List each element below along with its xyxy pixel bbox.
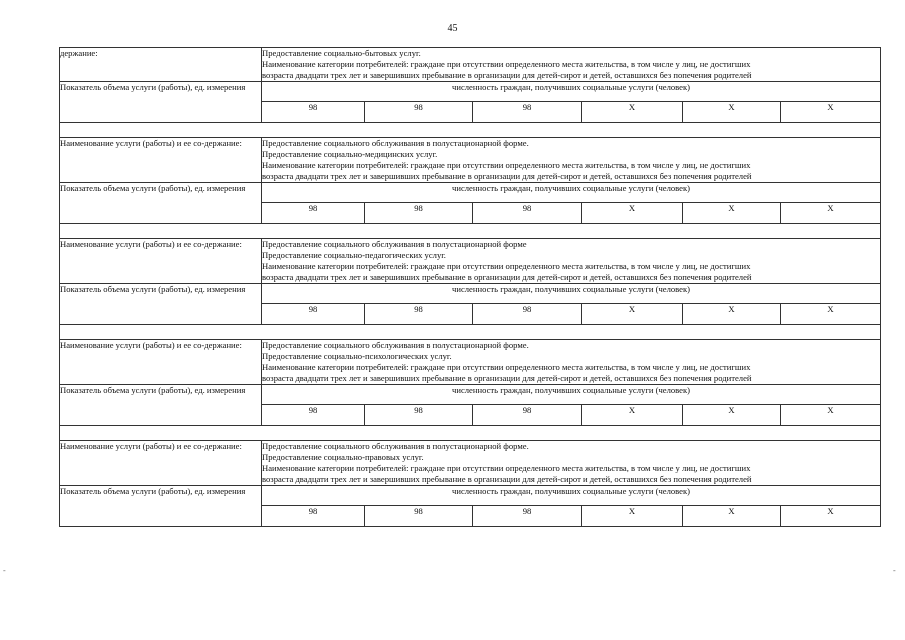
volume-indicator-row (60, 284, 881, 304)
description-line: Наименование категории потребителей: граждане при отсутствии определенного места жительства, в том числе у лиц, не достигших (262, 261, 751, 271)
volume-indicator-row (60, 486, 881, 506)
description-line: возраста двадцати трех лет и завершивших пребывание в организации для детей-сирот и детей, оставшихся без попечения родителей (262, 272, 752, 282)
description-line: Наименование категории потребителей: граждане при отсутствии определенного места жительства, в том числе у лиц, не достигших (262, 59, 751, 69)
description-line: Предоставление социального обслуживания в полустационарной форме. (262, 138, 529, 148)
service-name-label: Наименование услуги (работы) и ее со-держание: (60, 138, 262, 183)
service-description-row (60, 138, 881, 183)
description-line: Наименование категории потребителей: граждане при отсутствии определенного места жительства, в том числе у лиц, не достигших (262, 362, 751, 372)
description-line: Предоставление социально-правовых услуг. (262, 452, 424, 462)
volume-value-cell: X (781, 506, 881, 527)
service-description-row (60, 48, 881, 82)
volume-indicator-label: Показатель объема услуги (работы), ед. измерения (60, 82, 262, 123)
volume-value-cell: 98 (473, 203, 582, 224)
volume-indicator-unit: численность граждан, получивших социальные услуги (человек) (262, 284, 881, 304)
description-line: Предоставление социально-психологических услуг. (262, 351, 452, 361)
service-description (262, 441, 881, 486)
volume-value-cell: X (683, 304, 781, 325)
volume-indicator-label: Показатель объема услуги (работы), ед. измерения (60, 486, 262, 527)
volume-value-cell: 98 (262, 506, 365, 527)
block-separator (60, 426, 881, 441)
volume-value-cell: X (683, 203, 781, 224)
volume-value-cell: X (781, 405, 881, 426)
volume-indicator-row (60, 385, 881, 405)
description-line: Наименование категории потребителей: граждане при отсутствии определенного места жительства, в том числе у лиц, не достигших (262, 160, 751, 170)
page-number: 45 (447, 23, 458, 34)
volume-value-cell: 98 (365, 405, 473, 426)
volume-value-cell: X (781, 304, 881, 325)
volume-value-cell: X (781, 203, 881, 224)
description-line: Предоставление социального обслуживания в полустационарной форме. (262, 340, 529, 350)
volume-indicator-unit: численность граждан, получивших социальные услуги (человек) (262, 82, 881, 102)
service-description-row (60, 340, 881, 385)
volume-indicator-row (60, 82, 881, 102)
volume-value-cell: 98 (365, 506, 473, 527)
description-line: Предоставление социально-бытовых услуг. (262, 48, 421, 58)
volume-indicator-label: Показатель объема услуги (работы), ед. измерения (60, 284, 262, 325)
description-line: Предоставление социального обслуживания в полустационарной форме. (262, 441, 529, 451)
volume-value-cell: X (683, 405, 781, 426)
service-description-row (60, 239, 881, 284)
volume-indicator-unit: численность граждан, получивших социальные услуги (человек) (262, 486, 881, 506)
volume-indicator-label: Показатель объема услуги (работы), ед. измерения (60, 183, 262, 224)
block-separator (60, 224, 881, 239)
description-line: возраста двадцати трех лет и завершивших пребывание в организации для детей-сирот и детей, оставшихся без попечения родителей (262, 373, 752, 383)
volume-value-cell: 98 (473, 405, 582, 426)
block-separator (60, 325, 881, 340)
volume-value-cell: X (582, 405, 683, 426)
service-description (262, 48, 881, 82)
volume-value-cell: 98 (365, 203, 473, 224)
volume-value-cell: 98 (262, 304, 365, 325)
description-line: Предоставление социального обслуживания в полустационарной форме (262, 239, 527, 249)
scan-edge-mark-left: - (3, 566, 6, 575)
service-name-label: Наименование услуги (работы) и ее со-держание: (60, 340, 262, 385)
volume-value-cell: X (582, 203, 683, 224)
service-name-label: держание: (60, 48, 262, 82)
volume-value-cell: 98 (473, 102, 582, 123)
volume-indicator-row (60, 183, 881, 203)
service-name-label: Наименование услуги (работы) и ее со-держание: (60, 441, 262, 486)
volume-indicator-label: Показатель объема услуги (работы), ед. измерения (60, 385, 262, 426)
services-table (59, 47, 881, 527)
volume-value-cell: 98 (262, 405, 365, 426)
volume-value-cell: 98 (262, 102, 365, 123)
service-description (262, 239, 881, 284)
service-description-row (60, 441, 881, 486)
volume-value-cell: X (683, 506, 781, 527)
volume-value-cell: 98 (473, 304, 582, 325)
description-line: возраста двадцати трех лет и завершивших пребывание в организации для детей-сирот и детей, оставшихся без попечения родителей (262, 171, 752, 181)
description-line: Предоставление социально-педагогических услуг. (262, 250, 446, 260)
volume-value-cell: X (582, 102, 683, 123)
service-description (262, 340, 881, 385)
volume-value-cell: 98 (262, 203, 365, 224)
volume-value-cell: X (582, 304, 683, 325)
block-separator (60, 123, 881, 138)
description-line: возраста двадцати трех лет и завершивших пребывание в организации для детей-сирот и детей, оставшихся без попечения родителей (262, 474, 752, 484)
service-description (262, 138, 881, 183)
volume-value-cell: X (582, 506, 683, 527)
volume-value-cell: X (683, 102, 781, 123)
volume-indicator-unit: численность граждан, получивших социальные услуги (человек) (262, 385, 881, 405)
service-name-label: Наименование услуги (работы) и ее со-держание: (60, 239, 262, 284)
description-line: Предоставление социально-медицинских услуг. (262, 149, 438, 159)
volume-value-cell: 98 (365, 102, 473, 123)
volume-value-cell: 98 (365, 304, 473, 325)
volume-value-cell: X (781, 102, 881, 123)
scan-edge-mark-right: - (893, 566, 896, 575)
volume-indicator-unit: численность граждан, получивших социальные услуги (человек) (262, 183, 881, 203)
description-line: возраста двадцати трех лет и завершивших пребывание в организации для детей-сирот и детей, оставшихся без попечения родителей (262, 70, 752, 80)
description-line: Наименование категории потребителей: граждане при отсутствии определенного места жительства, в том числе у лиц, не достигших (262, 463, 751, 473)
volume-value-cell: 98 (473, 506, 582, 527)
